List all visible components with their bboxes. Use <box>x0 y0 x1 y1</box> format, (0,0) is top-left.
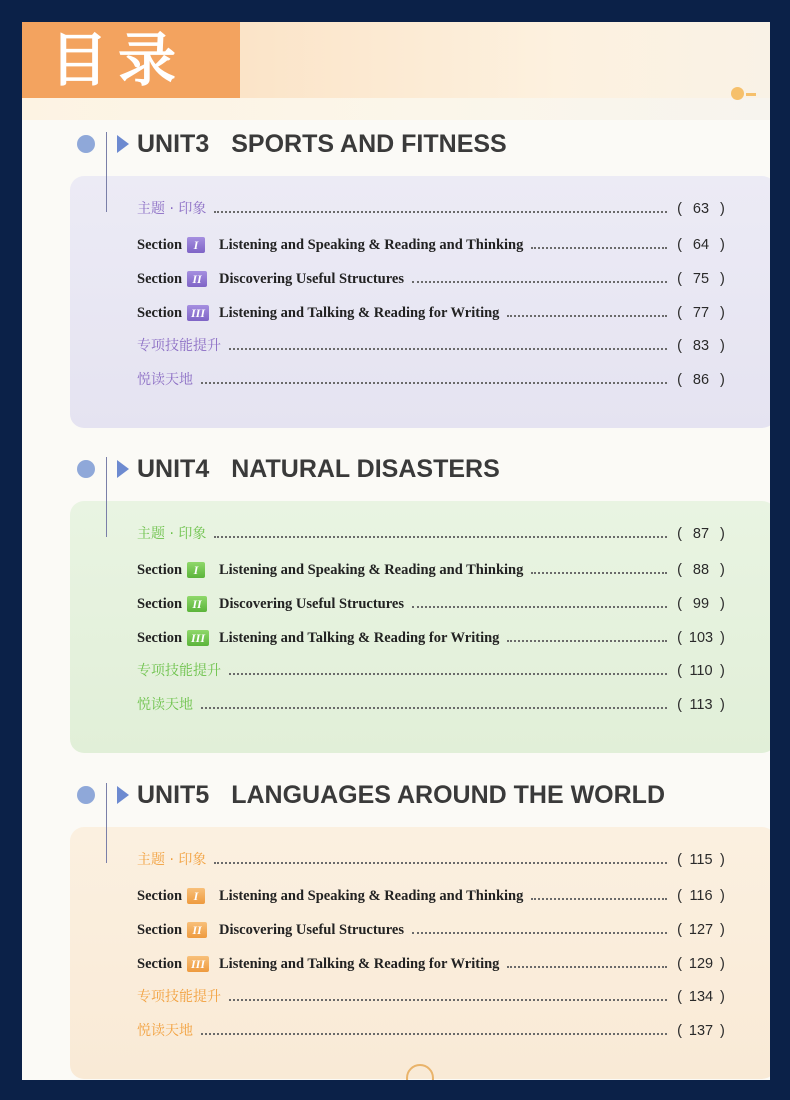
entry-page-ref: ( 88 ) <box>677 559 725 581</box>
section-number-badge: II <box>187 922 207 938</box>
leader-dots <box>229 673 667 675</box>
toc-entry[interactable] <box>137 1020 735 1042</box>
entry-page-number: 137 <box>688 1023 714 1039</box>
entry-title: 悦读天地 <box>137 1023 193 1039</box>
section-word: Section <box>137 562 183 578</box>
section-word: Section <box>137 305 183 321</box>
entry-page-ref: ( 86 ) <box>677 369 725 391</box>
entry-title: 专项技能提升 <box>137 989 221 1005</box>
toc-entry[interactable] <box>137 593 735 615</box>
decor-dot-icon <box>731 87 744 100</box>
bullet-dot-icon <box>77 786 95 804</box>
entry-page-ref: ( 110 ) <box>677 660 725 682</box>
title-box <box>22 22 240 98</box>
toc-entry[interactable] <box>137 849 735 871</box>
section-word: Section <box>137 888 183 904</box>
leader-dots <box>201 707 667 709</box>
entry-page-number: 103 <box>688 630 714 646</box>
entry-page-number: 127 <box>688 922 714 938</box>
toc-entry[interactable] <box>137 919 735 941</box>
entry-page-number: 64 <box>692 237 710 253</box>
leader-dots <box>507 966 667 968</box>
leader-dots <box>412 606 667 608</box>
entry-title: 主题 · 印象 <box>137 852 207 868</box>
section-title: Discovering Useful Structures <box>219 596 404 612</box>
section-title: Discovering Useful Structures <box>219 271 404 287</box>
entry-page-ref: ( 113 ) <box>677 694 725 716</box>
entry-page-ref: ( 103 ) <box>677 627 725 649</box>
section-title: Listening and Speaking & Reading and Thinking <box>219 237 524 253</box>
toc-entry[interactable] <box>137 302 735 324</box>
toc-entry[interactable] <box>137 660 735 682</box>
entry-page-number: 87 <box>692 526 710 542</box>
leader-dots <box>214 536 667 538</box>
unit-name: LANGUAGES AROUND THE WORLD <box>231 781 666 809</box>
entry-page-ref: ( 77 ) <box>677 302 725 324</box>
unit-code: UNIT5 <box>137 781 210 809</box>
toc-entry[interactable] <box>137 627 735 649</box>
entry-page-number: 63 <box>692 201 710 217</box>
leader-dots <box>201 382 667 384</box>
section-word: Section <box>137 922 183 938</box>
leader-dots <box>531 572 667 574</box>
entry-page-number: 134 <box>688 989 714 1005</box>
leader-dots <box>214 211 667 213</box>
toc-entry[interactable] <box>137 559 735 581</box>
entry-page-number: 99 <box>692 596 710 612</box>
unit-accent-line <box>106 783 107 863</box>
toc-entry[interactable] <box>137 523 735 545</box>
play-triangle-icon <box>117 786 129 804</box>
section-word: Section <box>137 271 183 287</box>
leader-dots <box>412 281 667 283</box>
entry-page-ref: ( 63 ) <box>677 198 725 220</box>
leader-dots <box>507 315 667 317</box>
leader-dots <box>531 898 667 900</box>
toc-entry[interactable] <box>137 234 735 256</box>
entry-page-number: 75 <box>692 271 710 287</box>
entry-page-ref: ( 137 ) <box>677 1020 725 1042</box>
leader-dots <box>531 247 667 249</box>
unit-code: UNIT4 <box>137 455 210 483</box>
leader-dots <box>412 932 667 934</box>
entry-title: 专项技能提升 <box>137 663 221 679</box>
unit-name: NATURAL DISASTERS <box>231 455 500 483</box>
unit-accent-line <box>106 457 107 537</box>
leader-dots <box>214 862 667 864</box>
entry-page-ref: ( 127 ) <box>677 919 725 941</box>
toc-entry[interactable] <box>137 198 735 220</box>
toc-entry[interactable] <box>137 369 735 391</box>
entry-page-ref: ( 116 ) <box>677 885 725 907</box>
leader-dots <box>201 1033 667 1035</box>
bullet-dot-icon <box>77 135 95 153</box>
entry-page-number: 77 <box>692 305 710 321</box>
section-word: Section <box>137 956 183 972</box>
entry-page-number: 129 <box>688 956 714 972</box>
section-number-badge: III <box>187 305 209 321</box>
leader-dots <box>507 640 667 642</box>
section-number-badge: II <box>187 271 207 287</box>
entry-title: 悦读天地 <box>137 372 193 388</box>
section-word: Section <box>137 237 183 253</box>
title-bar <box>240 22 770 98</box>
entry-page-number: 116 <box>689 888 713 904</box>
entry-title: 主题 · 印象 <box>137 526 207 542</box>
entry-page-number: 88 <box>692 562 710 578</box>
section-title: Listening and Talking & Reading for Writing <box>219 956 500 972</box>
entry-page-ref: ( 99 ) <box>677 593 725 615</box>
entry-page-number: 115 <box>689 852 713 868</box>
entry-page-number: 86 <box>692 372 710 388</box>
entry-page-number: 110 <box>689 663 713 679</box>
decor-dash <box>746 93 756 96</box>
section-number-badge: I <box>187 562 205 578</box>
toc-entry[interactable] <box>137 885 735 907</box>
unit-accent-line <box>106 132 107 212</box>
page-title: 目录 <box>50 26 187 94</box>
entry-page-ref: ( 87 ) <box>677 523 725 545</box>
toc-entry[interactable] <box>137 268 735 290</box>
section-number-badge: III <box>187 630 209 646</box>
bullet-dot-icon <box>77 460 95 478</box>
entry-page-number: 113 <box>689 697 713 713</box>
entry-page-ref: ( 115 ) <box>677 849 725 871</box>
toc-entry[interactable] <box>137 986 735 1008</box>
section-number-badge: II <box>187 596 207 612</box>
section-title: Listening and Speaking & Reading and Thinking <box>219 562 524 578</box>
unit-title <box>137 775 665 815</box>
unit-code: UNIT3 <box>137 130 210 158</box>
section-number-badge: III <box>187 956 209 972</box>
leader-dots <box>229 348 667 350</box>
entry-title: 主题 · 印象 <box>137 201 207 217</box>
entry-page-ref: ( 83 ) <box>677 335 725 357</box>
section-word: Section <box>137 596 183 612</box>
section-title: Listening and Speaking & Reading and Thinking <box>219 888 524 904</box>
entry-page-ref: ( 129 ) <box>677 953 725 975</box>
entry-title: 专项技能提升 <box>137 338 221 354</box>
entry-page-ref: ( 64 ) <box>677 234 725 256</box>
unit-title <box>137 124 507 164</box>
entry-page-number: 83 <box>692 338 710 354</box>
entry-page-ref: ( 75 ) <box>677 268 725 290</box>
toc-entry[interactable] <box>137 694 735 716</box>
play-triangle-icon <box>117 460 129 478</box>
section-title: Listening and Talking & Reading for Writing <box>219 305 500 321</box>
entry-page-ref: ( 134 ) <box>677 986 725 1008</box>
unit-name: SPORTS AND FITNESS <box>231 130 507 158</box>
section-title: Listening and Talking & Reading for Writing <box>219 630 500 646</box>
section-number-badge: I <box>187 888 205 904</box>
play-triangle-icon <box>117 135 129 153</box>
section-number-badge: I <box>187 237 205 253</box>
unit-title <box>137 449 500 489</box>
leader-dots <box>229 999 667 1001</box>
entry-title: 悦读天地 <box>137 697 193 713</box>
section-title: Discovering Useful Structures <box>219 922 404 938</box>
toc-page <box>22 22 770 1080</box>
toc-entry[interactable] <box>137 953 735 975</box>
toc-entry[interactable] <box>137 335 735 357</box>
section-word: Section <box>137 630 183 646</box>
